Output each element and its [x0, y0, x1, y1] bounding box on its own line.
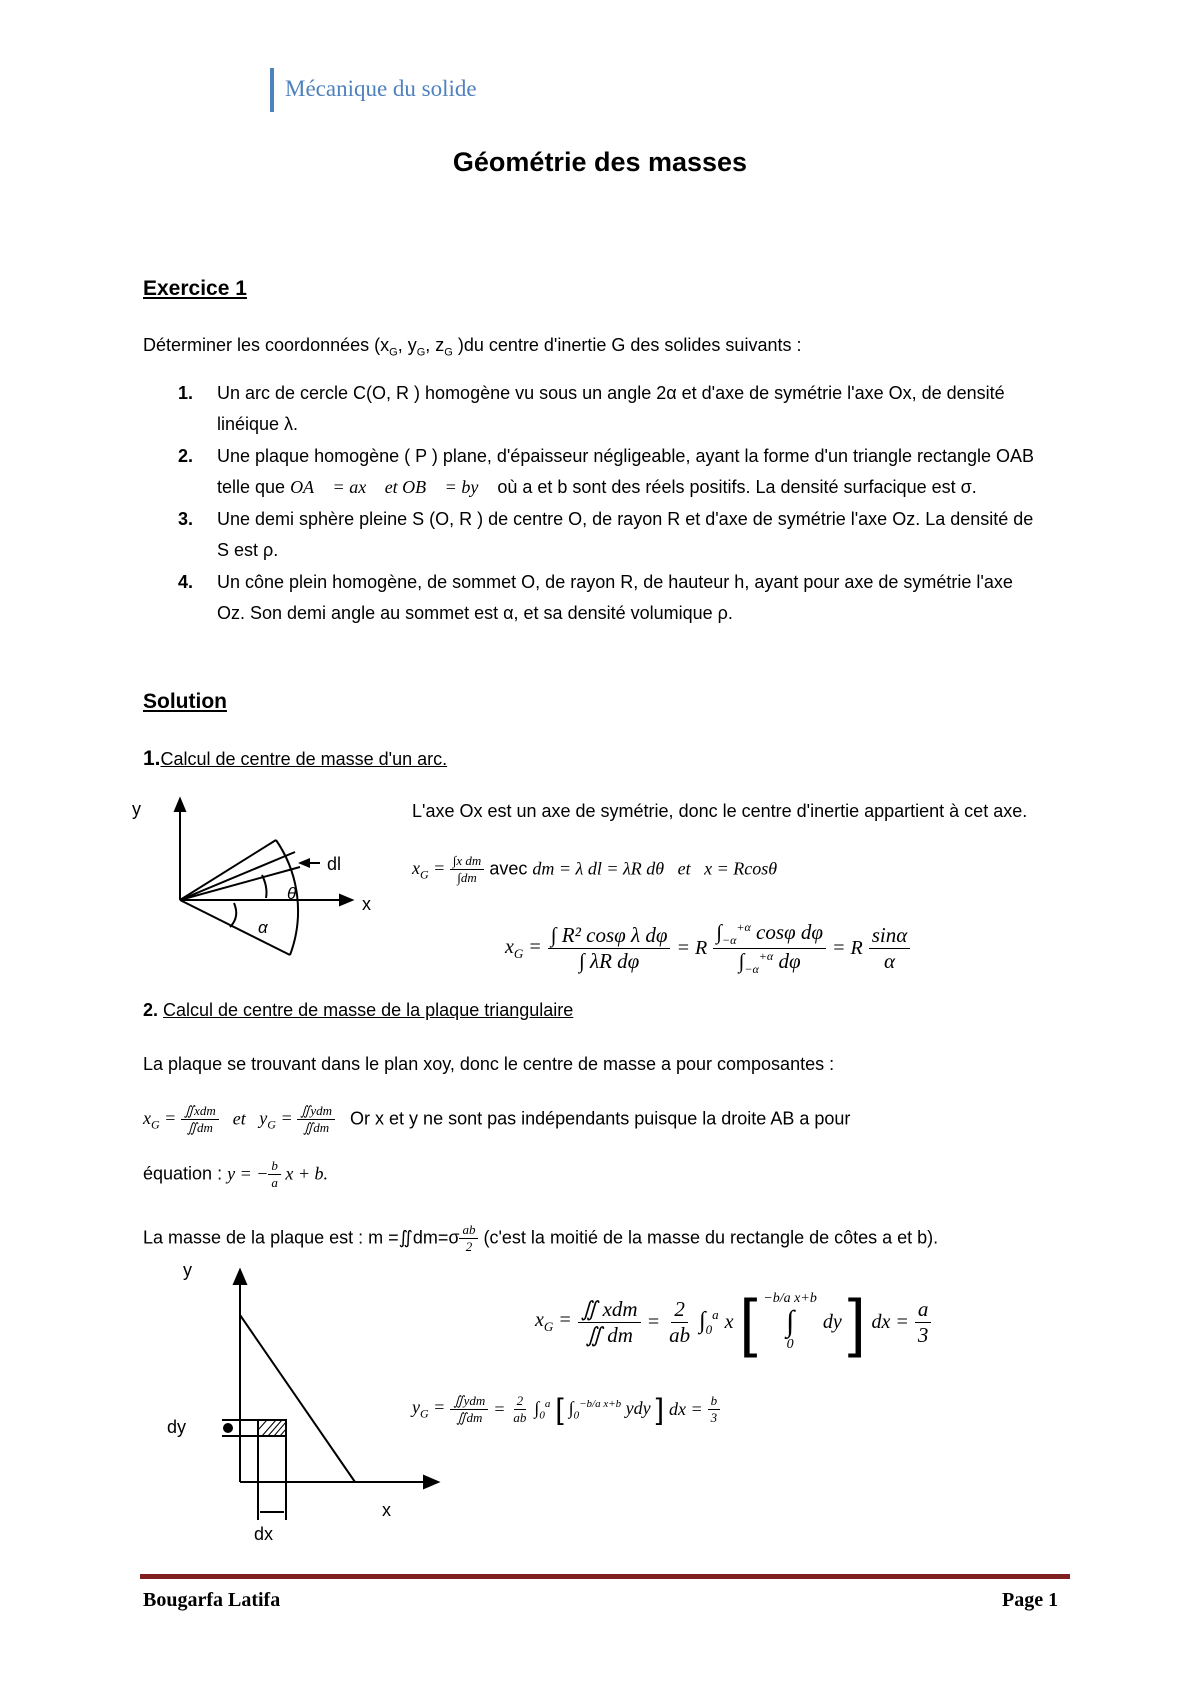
intro-part-b: )du centre d'inertie G des solides suivants :: [457, 335, 802, 355]
footer-rule: [140, 1574, 1070, 1579]
list-item: 4. Un cône plein homogène, de sommet O, de rayon R, de hauteur h, ayant pour axe de symétrie l'axe Oz. Son demi angle au sommet est α, et sa densité volumique ρ.: [178, 572, 1013, 623]
arc-radius-upper: [180, 840, 276, 900]
part1-text: L'axe Ox est un axe de symétrie, donc le centre d'inertie appartient à cet axe.: [412, 801, 1028, 821]
list-item: 1. Un arc de cercle C(O, R ) homogène vu sous un angle 2α et d'axe de symétrie l'axe Ox, de densité linéique λ.: [178, 383, 1005, 434]
part2-formula-line: $x_G$ = $\frac{\text{∬xdm}}{∬dm}$ et $y_G$ = $\frac{\text{∬ydm}}{∬dm}$ Or x et y ne sont pas indépendants puisque la droite AB a pour: [143, 1103, 851, 1135]
footer-page-number: Page 1: [1002, 1589, 1059, 1611]
yg-formula: $y_G$ = $\frac{\text{∬ydm}}{∬dm}$ = $\frac{2}{ab}$ $\int_0^a$ [ $\int_0^{-b/a x+b}$ ydy ] dx = $\frac{b}{3}$: [412, 1393, 720, 1426]
part2-text-1: La plaque se trouvant dans le plan xoy, donc le centre de masse a pour composantes :: [143, 1054, 835, 1074]
part2-text-2: Or x et y ne sont pas indépendants puisque la droite AB a pour: [350, 1108, 851, 1129]
plate-mass: La masse de la plaque est : m =∬dm=σ $\frac{ab}{2}$ (c'est la moitié de la masse du rectangle de côtes a et b).: [143, 1222, 939, 1254]
tri-dy-label: dy: [167, 1417, 187, 1437]
intro-part-a: Déterminer les coordonnées (x: [143, 335, 390, 355]
x-arrow-head: [424, 1476, 438, 1488]
xg-formula: $x_G$ = $\frac{\text{∬ xdm}}{∬ dm}$ = $\frac{2}{ab}$ $\int_0^a$ x [ −b/a x+b ∫ 0 dy ] dx = $\frac{a}{3}$: [535, 1290, 931, 1354]
exercise-heading: Exercice 1: [143, 277, 247, 300]
dy-marker: [223, 1423, 233, 1433]
tri-dx-label: dx: [254, 1524, 274, 1540]
header-accent-bar: [270, 68, 274, 112]
tri-y-label: y: [183, 1260, 192, 1280]
list-item: 2. Une plaque homogène ( P ) plane, d'épaisseur négligeable, ayant la forme d'un triangle rectangle OAB telle que OA⃗ = ax⃗ et OB⃗ = by⃗ où a et b sont des réels positifs. La densité surfacique est σ.: [178, 446, 1035, 497]
solution-heading: Solution: [143, 690, 227, 713]
y-arrow-head: [234, 1270, 246, 1284]
page-title: Géométrie des masses: [452, 147, 748, 177]
part1-title: 1.Calcul de centre de masse d'un arc.: [143, 747, 448, 770]
tri-x-label: x: [382, 1500, 391, 1520]
part1-formula-1: $x_G$ = $\frac{\text{∫x dm}}{\int dm}$ avec dm = λ dl = λR dθ et x = Rcosθ: [412, 853, 778, 885]
exercise-list: [143, 378, 1043, 630]
triangle-diagram: [150, 1260, 450, 1540]
dl-ray-2: [180, 867, 300, 900]
arc-dl-label: dl: [327, 854, 342, 874]
arc-diagram: [130, 795, 390, 975]
line-equation: équation : y = − $\frac{b}{a}$ x + b.: [143, 1158, 329, 1190]
exercise-intro: Déterminer les coordonnées ($x_G$, $y_G$, $z_G$ )du centre d'inertie G des solides suivants :: [143, 335, 802, 359]
list-item: 3. Une demi sphère pleine S (O, R ) de centre O, de rayon R et d'axe de symétrie l'axe Oz. La densité de S est ρ.: [178, 509, 1034, 560]
y-arrow-head: [175, 799, 185, 811]
header-title: Mécanique du solide: [285, 76, 477, 101]
theta-label: θ: [287, 884, 297, 903]
alpha-angle-arc: [230, 903, 236, 927]
part2-title: 2. Calcul de centre de masse de la plaque triangulaire: [143, 1000, 574, 1020]
footer-author: Bougarfa Latifa: [143, 1589, 281, 1611]
part1-formula-2: $x_G$ = $\frac{\text{∫ R² cosφ λ dφ}}{\text{∫ λR dφ}}$ = R $\frac{\int_{-\alpha}^{+\alpha} \cos\varphi d\varphi}{\int_{-\alpha}^{+\alpha} d\varphi}$ = R $\frac{\sin\alpha}{\alpha}$: [505, 920, 910, 977]
theta-angle-arc: [262, 875, 267, 898]
x-arrow-head: [340, 895, 352, 905]
alpha-label: α: [258, 918, 268, 937]
arc-y-label: y: [132, 799, 141, 819]
dl-ray-1: [180, 852, 295, 900]
arc-x-label: x: [362, 894, 371, 914]
